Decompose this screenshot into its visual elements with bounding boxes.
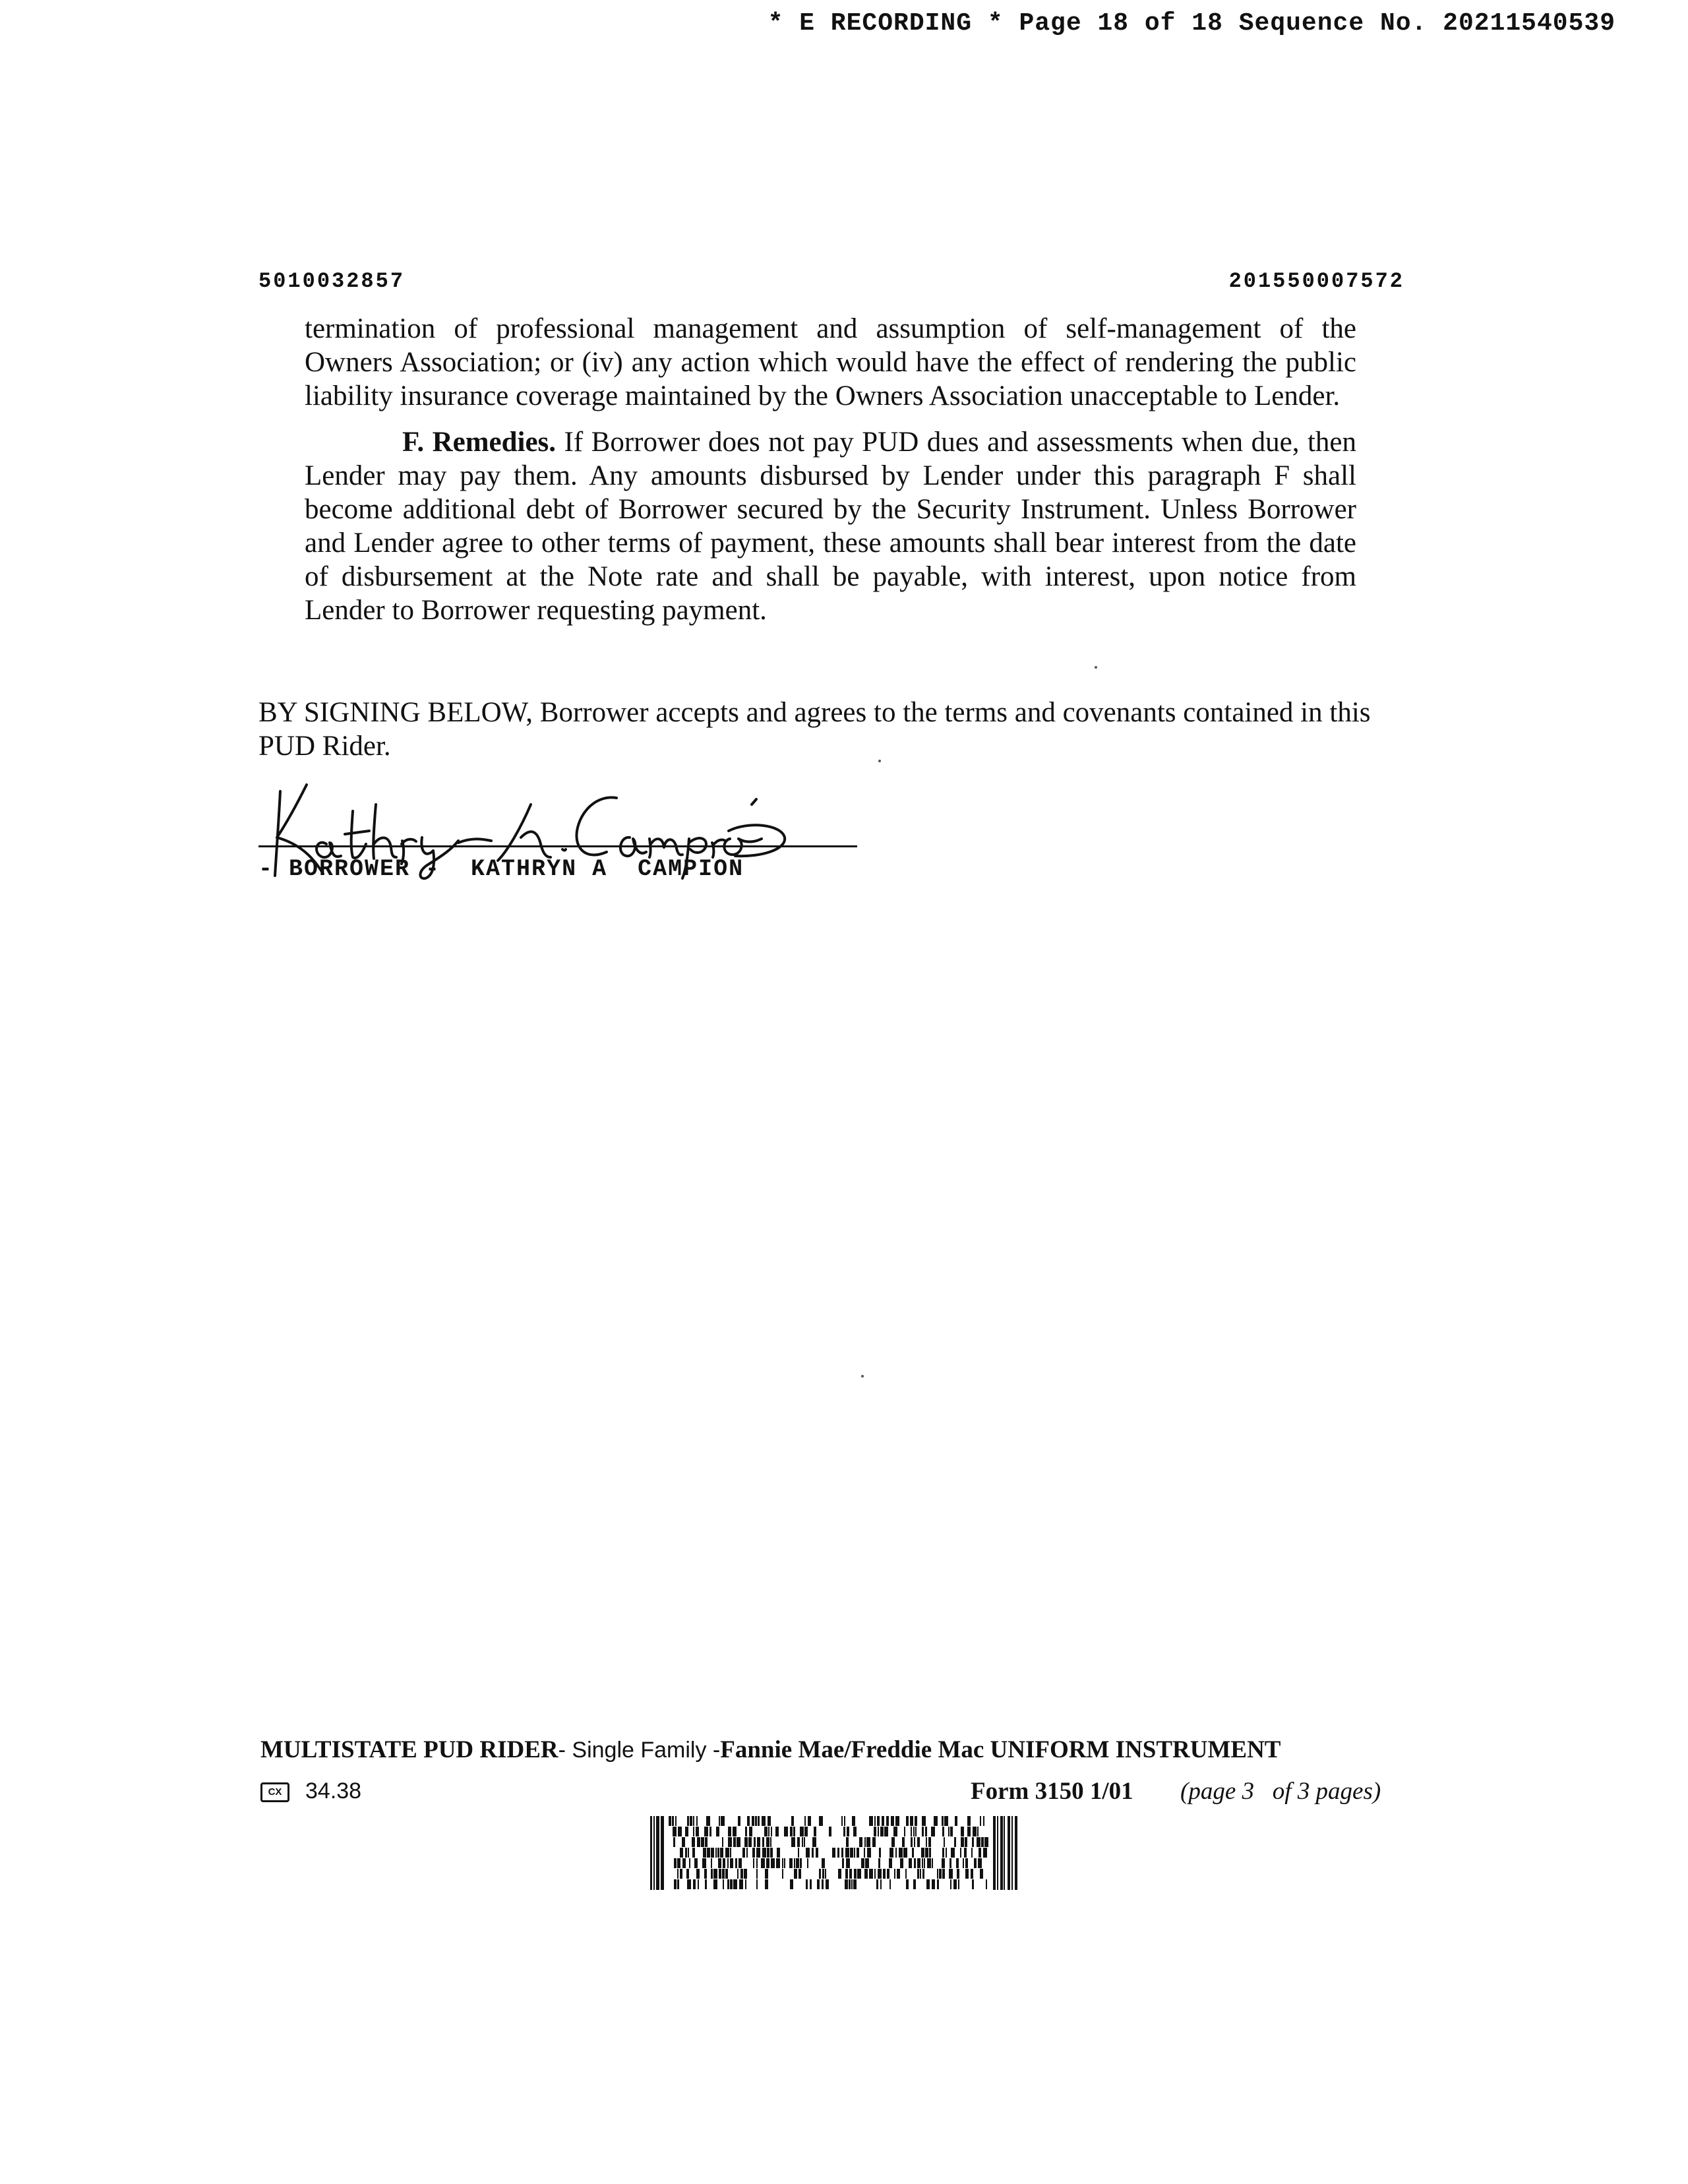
form-title	[260, 1736, 1281, 1764]
form-code-icon: CX	[260, 1782, 289, 1802]
remedies-heading: F. Remedies.	[402, 427, 557, 458]
paragraph-line: of disbursement at the Note rate and shall be payable, with interest, upon notice from	[305, 561, 1356, 592]
loan-number: 5010032857	[258, 269, 406, 293]
form-title-part: Fannie Mae/Freddie Mac UNIFORM INSTRUMENT	[720, 1736, 1281, 1763]
paragraph-line: Lender may pay them. Any amounts disbursed by Lender under this paragraph F shall	[305, 460, 1356, 491]
paragraph-line	[305, 425, 1356, 459]
remedies-text: If Borrower does not pay PUD dues and assessments when due, then	[564, 427, 1356, 458]
paragraph-line: Lender to Borrower requesting payment.	[305, 595, 767, 626]
scan-speck	[1095, 666, 1097, 669]
signing-statement: BY SIGNING BELOW, Borrower accepts and agrees to the terms and covenants contained in this PUD Rider.	[258, 697, 1371, 762]
form-code: 34.38	[305, 1778, 362, 1804]
paragraph-line: become additional debt of Borrower secured by the Security Instrument. Unless Borrower	[305, 494, 1356, 525]
continuation-paragraph	[305, 312, 1356, 413]
paragraph-line: and Lender agree to other terms of payment, these amounts shall bear interest from the date	[305, 528, 1356, 559]
paragraph-line: termination of professional management and assumption of self-management of the	[305, 313, 1356, 344]
paragraph-line: Owners Association; or (iv) any action which would have the effect of rendering the public	[305, 347, 1356, 378]
page-info: (page 3 of 3 pages)	[1180, 1778, 1381, 1805]
scan-speck	[861, 1375, 864, 1378]
form-title-part: MULTISTATE PUD RIDER	[260, 1736, 558, 1763]
signature-line	[258, 845, 857, 847]
form-number: Form 3150 1/01	[971, 1778, 1133, 1805]
recording-banner: * E RECORDING * Page 18 of 18 Sequence No. 20211540539	[768, 9, 1615, 38]
borrower-name-label: - BORROWER - KATHRYN A CAMPION	[258, 856, 744, 882]
barcode	[650, 1816, 1019, 1890]
remedies-paragraph	[305, 425, 1356, 627]
form-title-part: - Single Family -	[558, 1738, 721, 1763]
paragraph-line: liability insurance coverage maintained by the Owners Association unacceptable to Lender.	[305, 380, 1341, 411]
case-number: 201550007572	[1228, 269, 1404, 293]
